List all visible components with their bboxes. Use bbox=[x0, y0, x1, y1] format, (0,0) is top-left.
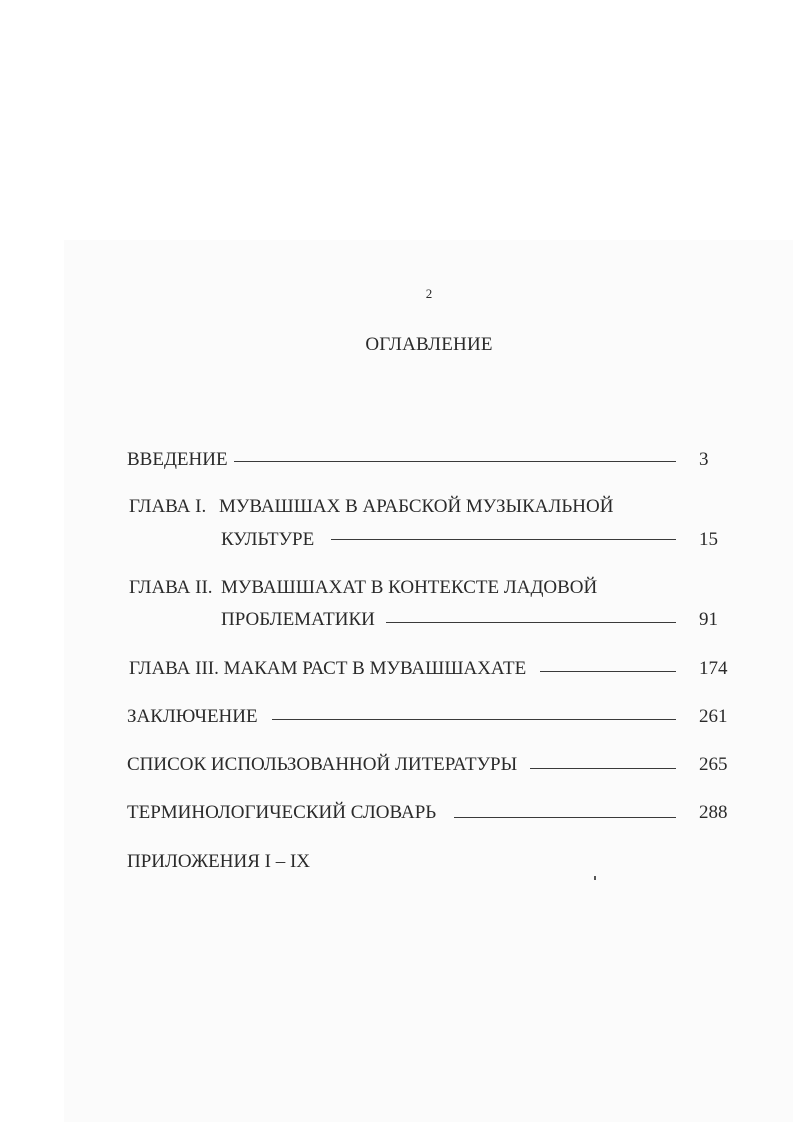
page-number: 2 bbox=[425, 286, 433, 301]
scan-background bbox=[64, 240, 793, 1122]
toc-chapter-2-label: ГЛАВА II. bbox=[129, 577, 213, 598]
toc-chapter-3: ГЛАВА III. МАКАМ РАСТ В МУВАШШАХАТЕ bbox=[129, 658, 527, 679]
toc-page-introduction: 3 bbox=[699, 449, 709, 470]
toc-page-glossary: 288 bbox=[699, 802, 728, 823]
toc-chapter-1-label: ГЛАВА I. bbox=[129, 496, 207, 517]
toc-entry-conclusion: ЗАКЛЮЧЕНИЕ bbox=[127, 706, 258, 727]
toc-leader-line bbox=[272, 719, 676, 720]
toc-leader-line bbox=[454, 817, 676, 818]
toc-entry-introduction: ВВЕДЕНИЕ bbox=[127, 449, 228, 470]
toc-page-chapter-2: 91 bbox=[699, 609, 718, 630]
toc-page-conclusion: 261 bbox=[699, 706, 728, 727]
toc-leader-line bbox=[540, 671, 676, 672]
toc-chapter-1-title-line2: КУЛЬТУРЕ bbox=[221, 529, 315, 550]
toc-entry-glossary: ТЕРМИНОЛОГИЧЕСКИЙ СЛОВАРЬ bbox=[127, 802, 437, 823]
toc-chapter-2-title-line2: ПРОБЛЕМАТИКИ bbox=[221, 609, 375, 630]
scan-speck bbox=[594, 876, 596, 880]
toc-chapter-1-title-line1: МУВАШШАХ В АРАБСКОЙ МУЗЫКАЛЬНОЙ bbox=[219, 496, 614, 517]
toc-leader-line bbox=[234, 461, 676, 462]
toc-page-bibliography: 265 bbox=[699, 754, 728, 775]
toc-entry-bibliography: СПИСОК ИСПОЛЬЗОВАННОЙ ЛИТЕРАТУРЫ bbox=[127, 754, 518, 775]
toc-leader-line bbox=[386, 622, 676, 623]
toc-title: ОГЛАВЛЕНИЕ bbox=[365, 334, 493, 355]
toc-page-chapter-1: 15 bbox=[699, 529, 718, 550]
toc-leader-line bbox=[530, 768, 676, 769]
toc-chapter-2-title-line1: МУВАШШАХАТ В КОНТЕКСТЕ ЛАДОВОЙ bbox=[221, 577, 598, 598]
toc-leader-line bbox=[331, 539, 676, 540]
toc-entry-appendices: ПРИЛОЖЕНИЯ I – IX bbox=[127, 851, 311, 872]
toc-page-chapter-3: 174 bbox=[699, 658, 728, 679]
